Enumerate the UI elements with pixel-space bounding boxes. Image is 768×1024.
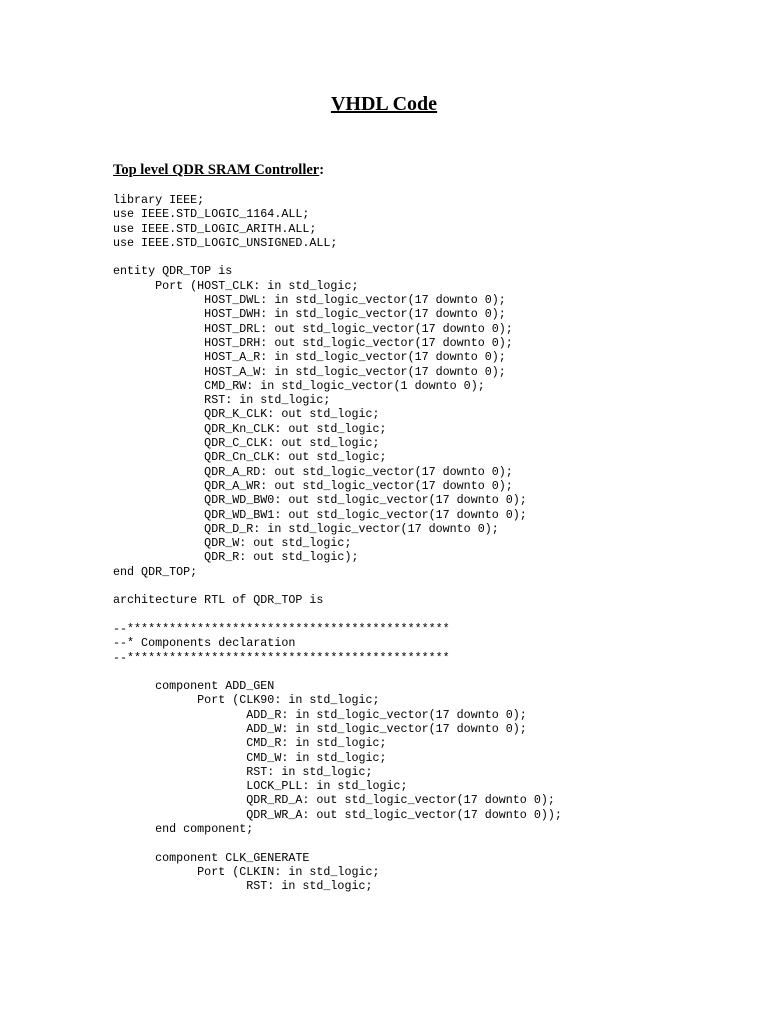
code-line — [113, 836, 562, 850]
code-line: architecture RTL of QDR_TOP is — [113, 593, 324, 608]
code-line: ADD_W: in std_logic_vector(17 downto 0); — [113, 721, 527, 736]
code-line: HOST_A_R: in std_logic_vector(17 downto 0); — [113, 350, 506, 365]
code-line: QDR_W: out std_logic; — [113, 536, 352, 551]
code-block — [113, 193, 562, 894]
code-line: Port (CLK90: in std_logic; — [113, 693, 380, 708]
code-line: --* Components declaration — [113, 636, 296, 651]
code-line: Port (HOST_CLK: in std_logic; — [113, 278, 359, 293]
code-line: QDR_WD_BW0: out std_logic_vector(17 downto 0); — [113, 493, 527, 508]
code-line: ADD_R: in std_logic_vector(17 downto 0); — [113, 707, 527, 722]
code-line: library IEEE; — [113, 193, 205, 207]
code-line: QDR_A_RD: out std_logic_vector(17 downto 0); — [113, 464, 513, 479]
code-line: CMD_W: in std_logic; — [113, 750, 387, 765]
code-line: HOST_DWL: in std_logic_vector(17 downto 0); — [113, 293, 506, 308]
code-line: HOST_DRL: out std_logic_vector(17 downto 0); — [113, 321, 513, 336]
code-line: --********************************************** — [113, 621, 450, 636]
code-line — [113, 579, 562, 593]
code-line: HOST_A_W: in std_logic_vector(17 downto 0); — [113, 364, 506, 379]
code-line: LOCK_PLL: in std_logic; — [113, 779, 408, 794]
code-line: component ADD_GEN — [113, 679, 275, 694]
code-line: QDR_K_CLK: out std_logic; — [113, 407, 380, 422]
code-line: entity QDR_TOP is — [113, 264, 233, 279]
section-heading — [113, 160, 324, 180]
code-line: QDR_WD_BW1: out std_logic_vector(17 downto 0); — [113, 507, 527, 522]
code-line: use IEEE.STD_LOGIC_1164.ALL; — [113, 207, 310, 222]
code-line: end component; — [113, 822, 254, 837]
code-line: CMD_R: in std_logic; — [113, 736, 387, 751]
code-line: end QDR_TOP; — [113, 564, 198, 579]
code-line: QDR_D_R: in std_logic_vector(17 downto 0); — [113, 521, 499, 536]
code-line — [113, 665, 562, 679]
code-line: QDR_WR_A: out std_logic_vector(17 downto 0)); — [113, 807, 562, 822]
code-line: use IEEE.STD_LOGIC_UNSIGNED.ALL; — [113, 235, 338, 250]
code-line: CMD_RW: in std_logic_vector(1 downto 0); — [113, 378, 485, 393]
code-line — [113, 250, 562, 264]
code-line: RST: in std_logic; — [113, 879, 373, 894]
code-line: RST: in std_logic; — [113, 764, 373, 779]
code-line: QDR_RD_A: out std_logic_vector(17 downto 0); — [113, 793, 555, 808]
section-heading-text: Top level QDR SRAM Controller — [113, 162, 320, 178]
section-heading-colon: : — [319, 162, 325, 178]
code-line: QDR_Kn_CLK: out std_logic; — [113, 421, 387, 436]
code-line: QDR_R: out std_logic); — [113, 550, 359, 565]
code-line: Port (CLKIN: in std_logic; — [113, 864, 380, 879]
code-line: HOST_DRH: out std_logic_vector(17 downto 0); — [113, 335, 513, 350]
code-line: RST: in std_logic; — [113, 393, 331, 408]
code-line: QDR_Cn_CLK: out std_logic; — [113, 450, 387, 465]
code-line: HOST_DWH: in std_logic_vector(17 downto 0); — [113, 307, 506, 322]
code-line — [113, 608, 562, 622]
code-line: --********************************************** — [113, 650, 450, 665]
document-title: VHDL Code — [330, 93, 438, 115]
code-line: QDR_C_CLK: out std_logic; — [113, 436, 380, 451]
code-line: component CLK_GENERATE — [113, 850, 310, 865]
code-line: QDR_A_WR: out std_logic_vector(17 downto 0); — [113, 478, 513, 493]
code-line: use IEEE.STD_LOGIC_ARITH.ALL; — [113, 221, 317, 236]
